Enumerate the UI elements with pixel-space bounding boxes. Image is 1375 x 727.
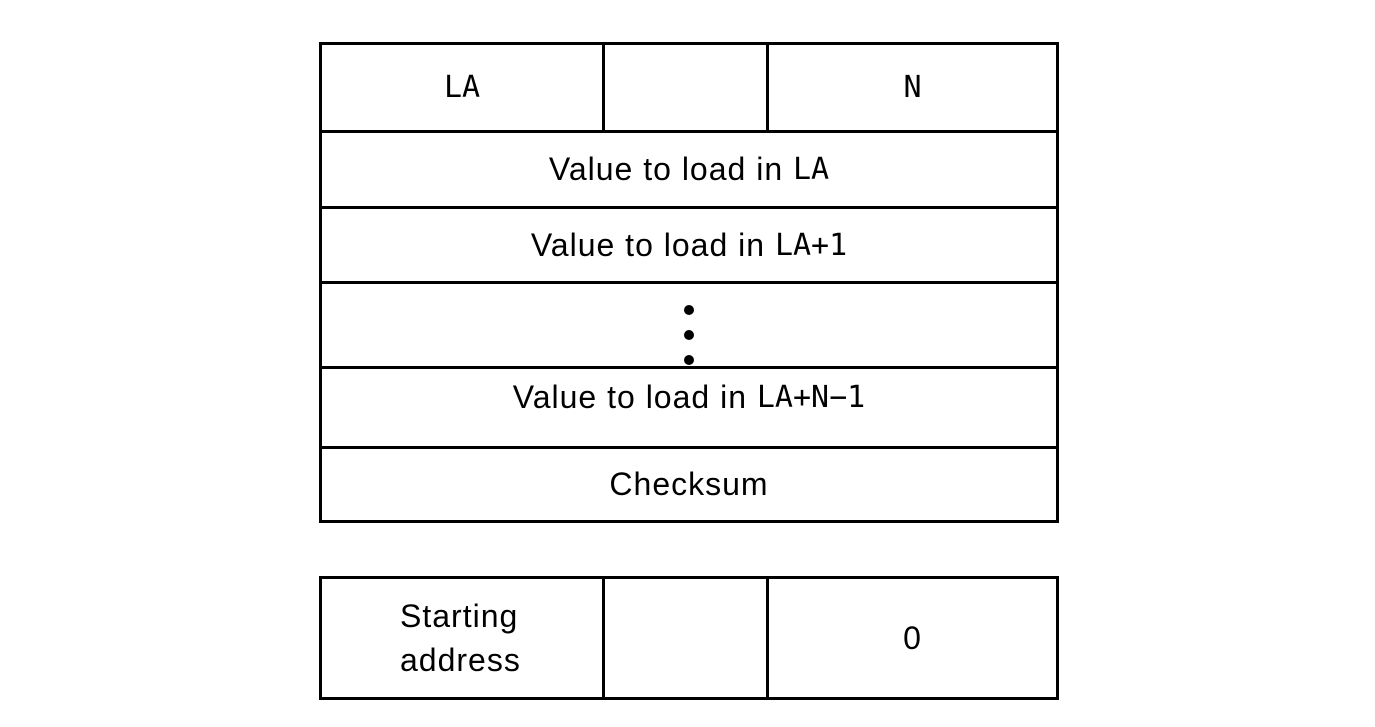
value-row-la-plus-1-code: LA+1 <box>774 227 848 263</box>
end-record-zero-count: 0 <box>903 619 922 656</box>
starting-address-line-1: Starting <box>400 598 519 634</box>
ellipsis-dot-middle <box>684 330 694 340</box>
value-row-la-code: LA <box>793 152 830 187</box>
header-empty-field <box>605 45 766 130</box>
value-row-la-plus-1-text: Value to load in <box>530 226 775 263</box>
ellipsis-row <box>322 284 1056 366</box>
ellipsis-dot-top <box>684 305 694 315</box>
ellipsis-dot-bottom <box>684 355 694 365</box>
value-row-la-text: Value to load in <box>548 151 793 187</box>
vertical-ellipsis-icon <box>684 295 694 355</box>
checksum-row: Checksum <box>609 466 769 502</box>
starting-address-cell <box>322 579 602 697</box>
header-load-address: LA <box>443 70 481 105</box>
end-record-empty-field <box>605 579 766 697</box>
value-row-la-plus-n-minus-1-code: LA+N−1 <box>756 379 866 415</box>
header-count: N <box>903 70 922 105</box>
starting-address-line-2: address <box>400 642 521 678</box>
value-row-la <box>322 133 1056 206</box>
value-row-la-plus-1 <box>322 209 1056 281</box>
value-row-la-plus-n-minus-1 <box>322 369 1056 425</box>
value-row-la-plus-n-minus-1-text: Value to load in <box>512 378 757 415</box>
